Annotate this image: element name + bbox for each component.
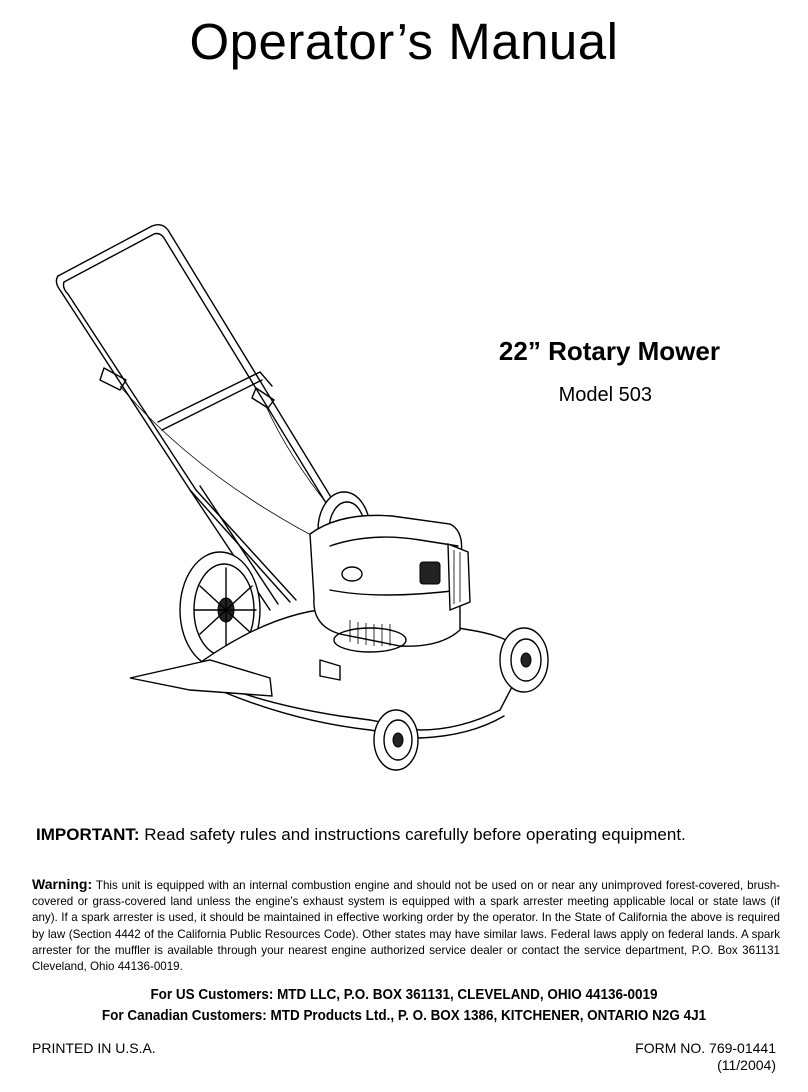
- us-customers-address: For US Customers: MTD LLC, P.O. BOX 361131, CLEVELAND, OHIO 44136-0019: [150, 987, 658, 1003]
- warning-notice: [32, 876, 780, 975]
- product-name: 22” Rotary Mower: [498, 336, 720, 366]
- model-number: Model 503: [558, 384, 652, 406]
- warning-text: This unit is equipped with an internal combustion engine and should not be used on or near any unimproved forest-covered, brush-covered or grass-covered land unless the engine’s exhaust system is equipped with a spark arrester meeting applicable local or state laws (if any). If a spark arrester is used, it should be maintained in effective working order by the operator. In the State of California the above is required by law (Section 4442 of the California Public Resources Code). Other states may have similar laws. Federal laws apply on federal lands. A spark arrester for the muffler is available through your nearest engine authorized service dealer or contact the service department, P.O. Box 361131 Cleveland, Ohio 44136-0019.: [32, 879, 780, 974]
- warning-label: Warning:: [32, 876, 93, 892]
- form-date: (11/2004): [717, 1057, 776, 1073]
- lawn-mower-icon: [40, 190, 600, 790]
- page-title: Operator’s Manual: [189, 13, 619, 70]
- printed-in: PRINTED IN U.S.A.: [32, 1040, 156, 1056]
- form-info: [635, 1040, 776, 1074]
- important-label: IMPORTANT:: [36, 825, 140, 844]
- important-text: Read safety rules and instructions carefully before operating equipment.: [144, 825, 686, 844]
- canadian-customers-address: For Canadian Customers: MTD Products Ltd., P. O. BOX 1386, KITCHENER, ONTARIO N2G 4J1: [101, 1008, 707, 1024]
- important-notice: [36, 825, 796, 845]
- form-number: FORM NO. 769-01441: [635, 1040, 776, 1056]
